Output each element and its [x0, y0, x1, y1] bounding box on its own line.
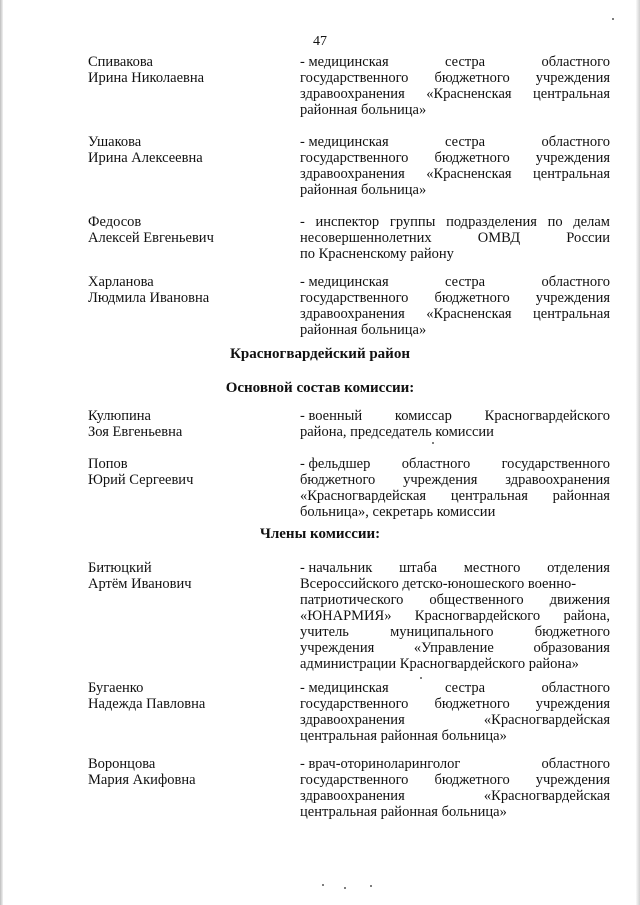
- position-word: района, председатель комиссии: [300, 424, 494, 440]
- position-line: [300, 70, 610, 86]
- position-word: здравоохранения: [300, 712, 405, 728]
- person-name: [88, 456, 288, 488]
- person-name: [88, 756, 288, 788]
- position-line: [300, 322, 610, 338]
- person-name: [88, 134, 288, 166]
- position-word: сестра: [445, 680, 486, 696]
- person-name: [88, 560, 288, 592]
- position-word: центральная: [533, 86, 610, 102]
- position-word: несовершеннолетних: [300, 230, 432, 246]
- position-word: образования: [533, 640, 610, 656]
- position-line: [300, 804, 610, 820]
- position-word: - начальник: [300, 560, 373, 576]
- position-word: движения: [549, 592, 610, 608]
- position-word: бюджетного: [534, 624, 610, 640]
- position-word: подразделения: [446, 214, 537, 230]
- position-word: областного: [541, 54, 610, 70]
- person-name: [88, 680, 288, 712]
- position-word: учреждения: [535, 696, 610, 712]
- position-line: [300, 246, 610, 262]
- position-word: бюджетного: [434, 290, 510, 306]
- position-word: муниципального: [390, 624, 494, 640]
- position-description: [300, 456, 610, 520]
- position-line: [300, 488, 610, 504]
- position-word: областного: [541, 274, 610, 290]
- position-word: «Красногвардейская: [483, 788, 610, 804]
- person-name: [88, 214, 288, 246]
- position-word: России: [566, 230, 610, 246]
- position-line: [300, 54, 610, 70]
- position-word: районная больница»: [300, 322, 427, 338]
- position-word: государственного: [300, 772, 409, 788]
- position-line: [300, 290, 610, 306]
- person-name: [88, 408, 288, 440]
- position-line: [300, 214, 610, 230]
- position-word: общественного: [429, 592, 524, 608]
- position-word: здравоохранения: [300, 306, 405, 322]
- position-word: администрации Красногвардейского района»: [300, 656, 579, 672]
- position-word: по: [547, 214, 563, 230]
- position-word: «ЮНАРМИЯ»: [300, 608, 392, 624]
- surname: Федосов: [88, 214, 142, 230]
- position-description: [300, 214, 610, 262]
- position-word: - медицинская: [300, 134, 389, 150]
- position-word: «Красненская: [426, 306, 512, 322]
- position-line: [300, 274, 610, 290]
- scan-speck: [420, 677, 422, 679]
- position-word: государственного: [300, 290, 409, 306]
- position-word: учитель: [300, 624, 349, 640]
- position-line: [300, 150, 610, 166]
- position-word: областного: [541, 680, 610, 696]
- scan-speck: [344, 887, 346, 889]
- position-word: инспектор: [315, 214, 380, 230]
- surname: Ушакова: [88, 134, 142, 150]
- position-line: [300, 608, 610, 624]
- position-word: - врач-оториноларинголог: [300, 756, 461, 772]
- position-word: бюджетного: [434, 70, 510, 86]
- position-word: здравоохранения: [505, 472, 610, 488]
- scan-speck: [432, 442, 434, 444]
- district-heading: Красногвардейский район: [230, 346, 410, 362]
- position-description: [300, 274, 610, 338]
- given-names: Мария Акифовна: [88, 772, 196, 788]
- position-line: [300, 560, 610, 576]
- position-line: [300, 504, 610, 520]
- position-line: [300, 424, 610, 440]
- position-word: Всероссийского детско-юношеского военно-: [300, 576, 577, 592]
- position-word: бюджетного: [434, 696, 510, 712]
- position-line: [300, 576, 610, 592]
- scan-speck: [322, 884, 324, 886]
- surname: Битюцкий: [88, 560, 152, 576]
- scan-right-edge: [636, 0, 640, 905]
- position-word: района,: [563, 608, 610, 624]
- position-word: патриотического: [300, 592, 404, 608]
- given-names: Ирина Алексеевна: [88, 150, 203, 166]
- position-line: [300, 408, 610, 424]
- position-word: - медицинская: [300, 54, 389, 70]
- position-line: [300, 166, 610, 182]
- position-word: учреждения: [300, 640, 375, 656]
- position-word: центральная: [533, 306, 610, 322]
- position-line: [300, 656, 610, 672]
- position-description: [300, 560, 610, 672]
- position-line: [300, 86, 610, 102]
- position-word: государственного: [501, 456, 610, 472]
- position-line: [300, 102, 610, 118]
- position-word: учреждения: [535, 70, 610, 86]
- position-line: [300, 640, 610, 656]
- position-word: «Красногвардейская: [483, 712, 610, 728]
- surname: Воронцова: [88, 756, 156, 772]
- position-word: районная: [552, 488, 610, 504]
- position-line: [300, 696, 610, 712]
- position-description: [300, 680, 610, 744]
- surname: Спивакова: [88, 54, 153, 70]
- position-word: группы: [389, 214, 436, 230]
- position-word: учреждения: [403, 472, 478, 488]
- scan-speck: [612, 18, 614, 20]
- given-names: Надежда Павловна: [88, 696, 206, 712]
- members-heading: Члены комиссии:: [259, 526, 381, 542]
- position-description: [300, 54, 610, 118]
- position-word: учреждения: [535, 772, 610, 788]
- position-word: здравоохранения: [300, 86, 405, 102]
- position-word: делам: [573, 214, 610, 230]
- person-name: [88, 274, 288, 306]
- position-word: -: [300, 214, 305, 230]
- position-word: сестра: [445, 274, 486, 290]
- position-word: - медицинская: [300, 680, 389, 696]
- scan-speck: [370, 885, 372, 887]
- given-names: Артём Иванович: [88, 576, 192, 592]
- position-word: больница», секретарь комиссии: [300, 504, 496, 520]
- position-word: бюджетного: [434, 772, 510, 788]
- position-description: [300, 134, 610, 198]
- position-word: по Красненскому району: [300, 246, 454, 262]
- position-word: местного: [463, 560, 521, 576]
- position-word: учреждения: [535, 150, 610, 166]
- position-word: - медицинская: [300, 274, 389, 290]
- position-word: центральная районная больница»: [300, 728, 507, 744]
- position-word: «Красненская: [426, 166, 512, 182]
- position-word: сестра: [445, 54, 486, 70]
- position-line: [300, 624, 610, 640]
- given-names: Людмила Ивановна: [88, 290, 210, 306]
- position-line: [300, 592, 610, 608]
- position-word: бюджетного: [434, 150, 510, 166]
- position-description: [300, 756, 610, 820]
- position-line: [300, 472, 610, 488]
- given-names: Алексей Евгеньевич: [88, 230, 214, 246]
- position-word: здравоохранения: [300, 166, 405, 182]
- surname: Кулюпина: [88, 408, 151, 424]
- position-line: [300, 182, 610, 198]
- position-word: районная больница»: [300, 182, 427, 198]
- position-word: здравоохранения: [300, 788, 405, 804]
- position-word: областного: [541, 756, 610, 772]
- position-word: учреждения: [535, 290, 610, 306]
- page-number: 47: [313, 34, 327, 49]
- position-line: [300, 728, 610, 744]
- position-word: областного: [541, 134, 610, 150]
- position-word: центральная районная больница»: [300, 804, 507, 820]
- position-line: [300, 230, 610, 246]
- position-word: ОМВД: [477, 230, 521, 246]
- person-name: [88, 54, 288, 86]
- position-word: бюджетного: [300, 472, 376, 488]
- position-word: государственного: [300, 696, 409, 712]
- position-line: [300, 772, 610, 788]
- position-word: - фельдшер: [300, 456, 371, 472]
- position-word: «Красногвардейская: [300, 488, 427, 504]
- position-word: - военный: [300, 408, 363, 424]
- position-word: сестра: [445, 134, 486, 150]
- given-names: Ирина Николаевна: [88, 70, 205, 86]
- position-word: областного: [401, 456, 471, 472]
- position-word: районная больница»: [300, 102, 427, 118]
- position-line: [300, 756, 610, 772]
- position-line: [300, 680, 610, 696]
- position-word: государственного: [300, 150, 409, 166]
- given-names: Зоя Евгеньевна: [88, 424, 183, 440]
- position-line: [300, 712, 610, 728]
- position-description: [300, 408, 610, 440]
- main-composition-heading: Основной состав комиссии:: [225, 380, 415, 396]
- position-word: штаба: [399, 560, 438, 576]
- position-line: [300, 306, 610, 322]
- position-word: комиссар: [394, 408, 452, 424]
- position-line: [300, 788, 610, 804]
- position-line: [300, 456, 610, 472]
- position-word: Красногвардейского: [414, 608, 541, 624]
- surname: Бугаенко: [88, 680, 144, 696]
- scan-left-edge: [0, 0, 3, 905]
- position-line: [300, 134, 610, 150]
- given-names: Юрий Сергеевич: [88, 472, 194, 488]
- surname: Попов: [88, 456, 128, 472]
- position-word: государственного: [300, 70, 409, 86]
- position-word: центральная: [533, 166, 610, 182]
- position-word: отделения: [547, 560, 610, 576]
- position-word: центральная: [450, 488, 528, 504]
- position-word: «Красненская: [426, 86, 512, 102]
- position-word: Красногвардейского: [484, 408, 610, 424]
- surname: Харланова: [88, 274, 154, 290]
- position-word: «Управление: [413, 640, 494, 656]
